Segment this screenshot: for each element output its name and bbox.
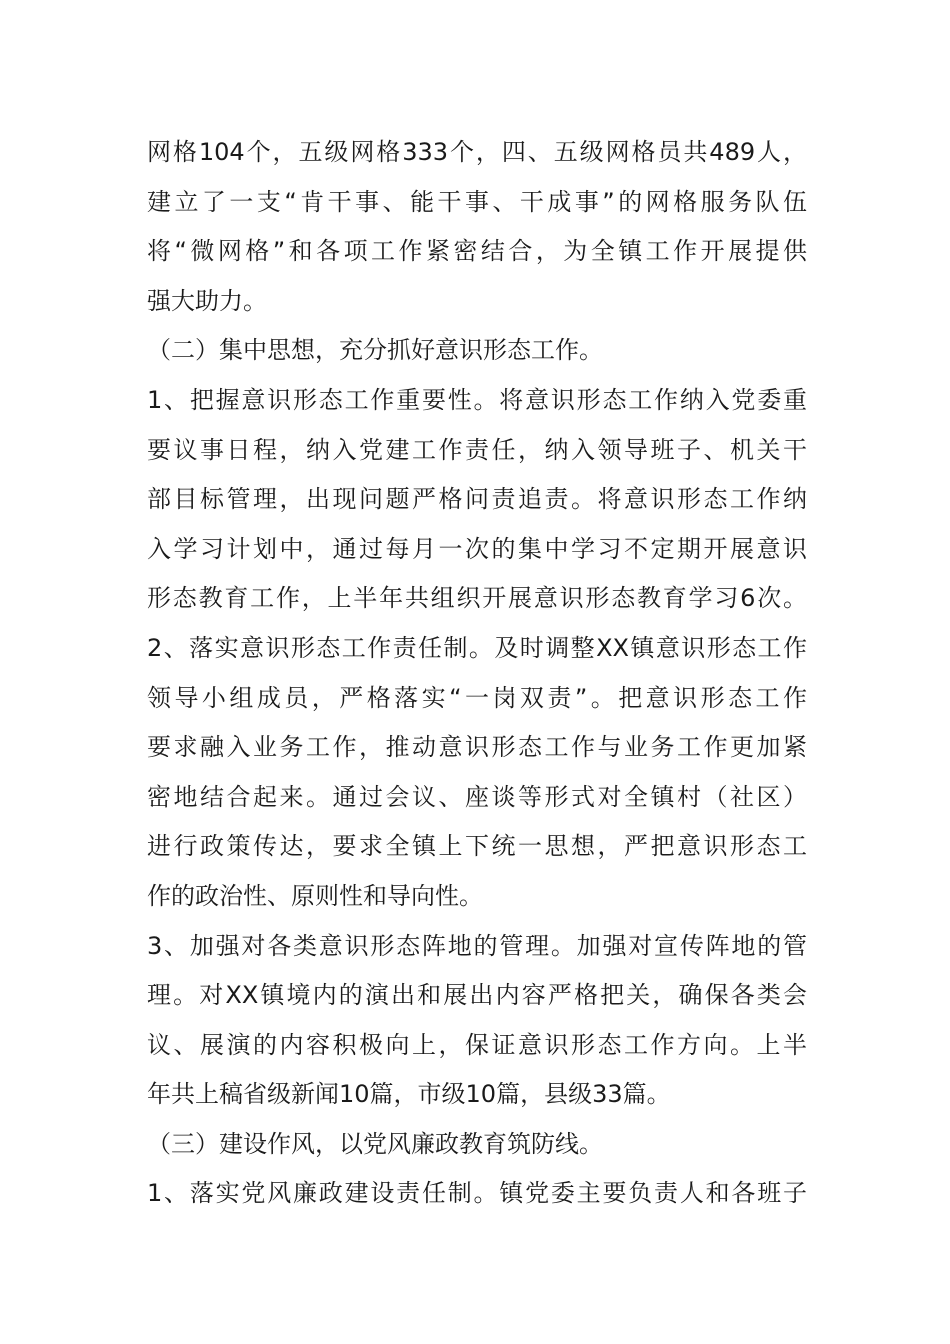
text-line: 进行政策传达，要求全镇上下统一思想，严把意识形态工 <box>147 832 807 861</box>
text-line: 领导小组成员，严格落实“一岗双责”。把意识形态工作 <box>147 683 807 712</box>
text-line: 形态教育工作，上半年共组织开展意识形态教育学习6次。 <box>147 584 807 613</box>
section-heading: （三）建设作风，以党风廉政教育筑防线。 <box>147 1129 603 1158</box>
document-body <box>147 128 807 1219</box>
text-line: 2、落实意识形态工作责任制。及时调整XX镇意识形态工作 <box>147 633 807 662</box>
text-line: 密地结合起来。通过会议、座谈等形式对全镇村（社区） <box>147 782 807 811</box>
text-line: 议、展演的内容积极向上，保证意识形态工作方向。上半 <box>147 1030 807 1059</box>
text-line: 网格104个，五级网格333个，四、五级网格员共489人， <box>147 138 807 166</box>
text-line: 要议事日程，纳入党建工作责任，纳入领导班子、机关干 <box>147 435 807 464</box>
text-line: 1、落实党风廉政建设责任制。镇党委主要负责人和各班子 <box>147 1179 807 1208</box>
section-heading: （二）集中思想，充分抓好意识形态工作。 <box>147 336 603 365</box>
text-line: 部目标管理，出现问题严格问责追责。将意识形态工作纳 <box>147 485 807 514</box>
text-line: 入学习计划中，通过每月一次的集中学习不定期开展意识 <box>147 534 807 563</box>
text-line: 作的政治性、原则性和导向性。 <box>147 881 483 910</box>
text-line: 年共上稿省级新闻10篇，市级10篇，县级33篇。 <box>147 1080 671 1109</box>
text-line: 3、加强对各类意识形态阵地的管理。加强对宣传阵地的管 <box>147 931 807 960</box>
text-line: 要求融入业务工作，推动意识形态工作与业务工作更加紧 <box>147 733 807 762</box>
text-line: 将“微网格”和各项工作紧密结合，为全镇工作开展提供 <box>147 237 807 266</box>
text-line: 强大助力。 <box>147 286 267 315</box>
text-line: 1、把握意识形态工作重要性。将意识形态工作纳入党委重 <box>147 385 807 414</box>
text-line: 建立了一支“肯干事、能干事、干成事”的网格服务队伍 <box>147 187 807 216</box>
text-line: 理。对XX镇境内的演出和展出内容严格把关，确保各类会 <box>147 981 807 1010</box>
